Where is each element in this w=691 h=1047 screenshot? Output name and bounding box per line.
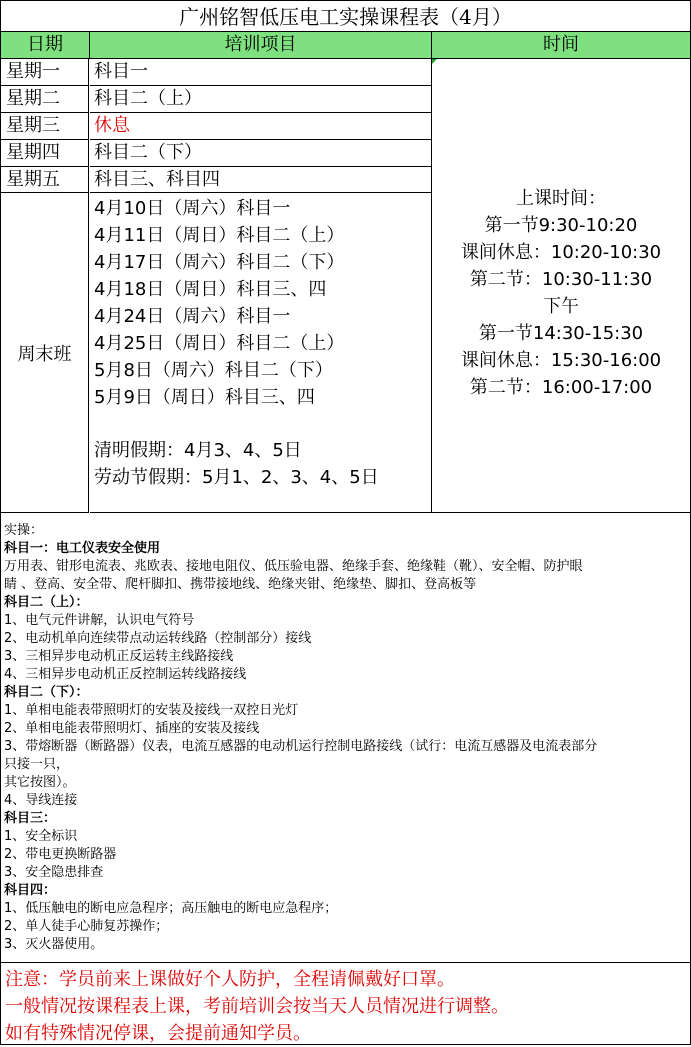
subject-line: 其它按图）。 — [4, 775, 76, 790]
subject-line: 只接一只， — [4, 757, 70, 772]
weekday-cell: 星期三 — [1, 113, 89, 140]
weekend-session: 4月11日（周日）科目二（上） — [94, 225, 345, 246]
afternoon-label: 下午 — [543, 295, 579, 317]
subject-title: 科目二（下）： — [4, 685, 89, 700]
class-time-heading: 上课时间： — [516, 187, 606, 209]
weekend-session: 4月10日（周六）科目一 — [94, 198, 291, 219]
practice-label: 实操： — [4, 523, 44, 538]
subject-line: 万用表、钳形电流表、兆欧表、接地电阻仪、低压验电器、绝缘手套、绝缘鞋（靴）、安全帽、防护眼 — [4, 559, 583, 574]
subject-title: 科目一：电工仪表安全使用 — [4, 541, 161, 556]
weekday-cell: 星期一 — [1, 59, 89, 86]
notice-line: 如有特殊情况停课，会提前通知学员。 — [5, 1023, 311, 1044]
weekend-session: 4月24日（周六）科目一 — [94, 306, 291, 327]
header-date: 日期 — [1, 32, 90, 59]
time-slot: 第一节14:30-15:30 — [478, 322, 644, 344]
subject-line: 4、三相异步电动机正反控制运转线路接线 — [4, 667, 247, 682]
subject-line: 2、单人徒手心肺复苏操作； — [4, 919, 169, 934]
time-slot: 第二节：16:00-17:00 — [469, 376, 653, 398]
subject-line: 睛 、登高、安全带、爬杆脚扣、携带接地线、绝缘夹钳、绝缘垫、脚扣、登高板等 — [4, 577, 477, 592]
subject-title: 科目二（上）： — [4, 595, 89, 610]
weekend-session: 4月18日（周日）科目三、四 — [94, 279, 327, 300]
weekday-cell: 星期五 — [1, 167, 89, 193]
weekday-cell: 星期二 — [1, 86, 89, 113]
weekday-cell: 星期四 — [1, 140, 89, 167]
weekend-session: 5月8日（周六）科目二（下） — [94, 360, 333, 381]
subject-line: 3、三相异步电动机正反运转主线路接线 — [4, 649, 234, 664]
class-time-cell — [432, 59, 690, 513]
weekday-subject-rest: 休息 — [90, 113, 432, 140]
subject-line: 3、灭火器使用。 — [4, 937, 104, 952]
subject-title: 科目三： — [4, 811, 57, 826]
subject-line: 1、安全标识 — [4, 829, 78, 844]
weekend-sessions — [90, 193, 432, 513]
time-slot: 第二节：10:30-11:30 — [469, 268, 653, 290]
weekday-subject: 科目二（下） — [90, 140, 432, 167]
subject-line: 3、安全隐患排查 — [4, 865, 104, 880]
weekend-session: 5月9日（周日）科目三、四 — [94, 387, 315, 408]
notice-line: 注意：学员前来上课做好个人防护，全程请佩戴好口罩。 — [5, 969, 455, 990]
holiday-note: 劳动节假期：5月1、2、3、4、5日 — [94, 467, 379, 488]
subject-line: 1、单相电能表带照明灯的安装及接线一双控日光灯 — [4, 703, 299, 718]
weekday-subject: 科目二（上） — [90, 86, 432, 113]
subject-line: 1、电气元件讲解，认识电气符号 — [4, 613, 195, 628]
holiday-note: 清明假期：4月3、4、5日 — [94, 440, 302, 461]
weekend-session: 4月25日（周日）科目二（上） — [94, 333, 345, 354]
subject-line: 2、带电更换断路器 — [4, 847, 117, 862]
weekday-subject: 科目三、科目四 — [90, 167, 432, 193]
schedule-title: 广州铭智低压电工实操课程表（4月） — [1, 1, 690, 32]
subject-title: 科目四： — [4, 883, 57, 898]
header-time: 时间 — [432, 32, 690, 59]
weekday-subject: 科目一 — [90, 59, 432, 86]
subject-line: 1、低压触电的断电应急程序；高压触电的断电应急程序； — [4, 901, 338, 916]
subject-line: 4、导线连接 — [4, 793, 78, 808]
header-subject: 培训项目 — [90, 32, 432, 59]
notice-block — [1, 964, 690, 1044]
practice-details — [1, 514, 690, 963]
time-slot: 课间休息：10:20-10:30 — [460, 241, 662, 263]
time-slot: 第一节9:30-10:20 — [484, 214, 638, 236]
subject-line: 3、带熔断器（断路器）仪表，电流互感器的电动机运行控制电路接线（试行：电流互感器及电流表部分 — [4, 739, 598, 754]
weekend-session: 4月17日（周六）科目二（下） — [94, 252, 345, 273]
notice-line: 一般情况按课程表上课，考前培训会按当天人员情况进行调整。 — [5, 996, 509, 1017]
subject-line: 2、电动机单向连续带点动运转线路（控制部分）接线 — [4, 631, 312, 646]
weekend-label: 周末班 — [1, 193, 89, 513]
time-slot: 课间休息：15:30-16:00 — [460, 349, 662, 371]
subject-line: 2、单相电能表带照明灯、插座的安装及接线 — [4, 721, 260, 736]
